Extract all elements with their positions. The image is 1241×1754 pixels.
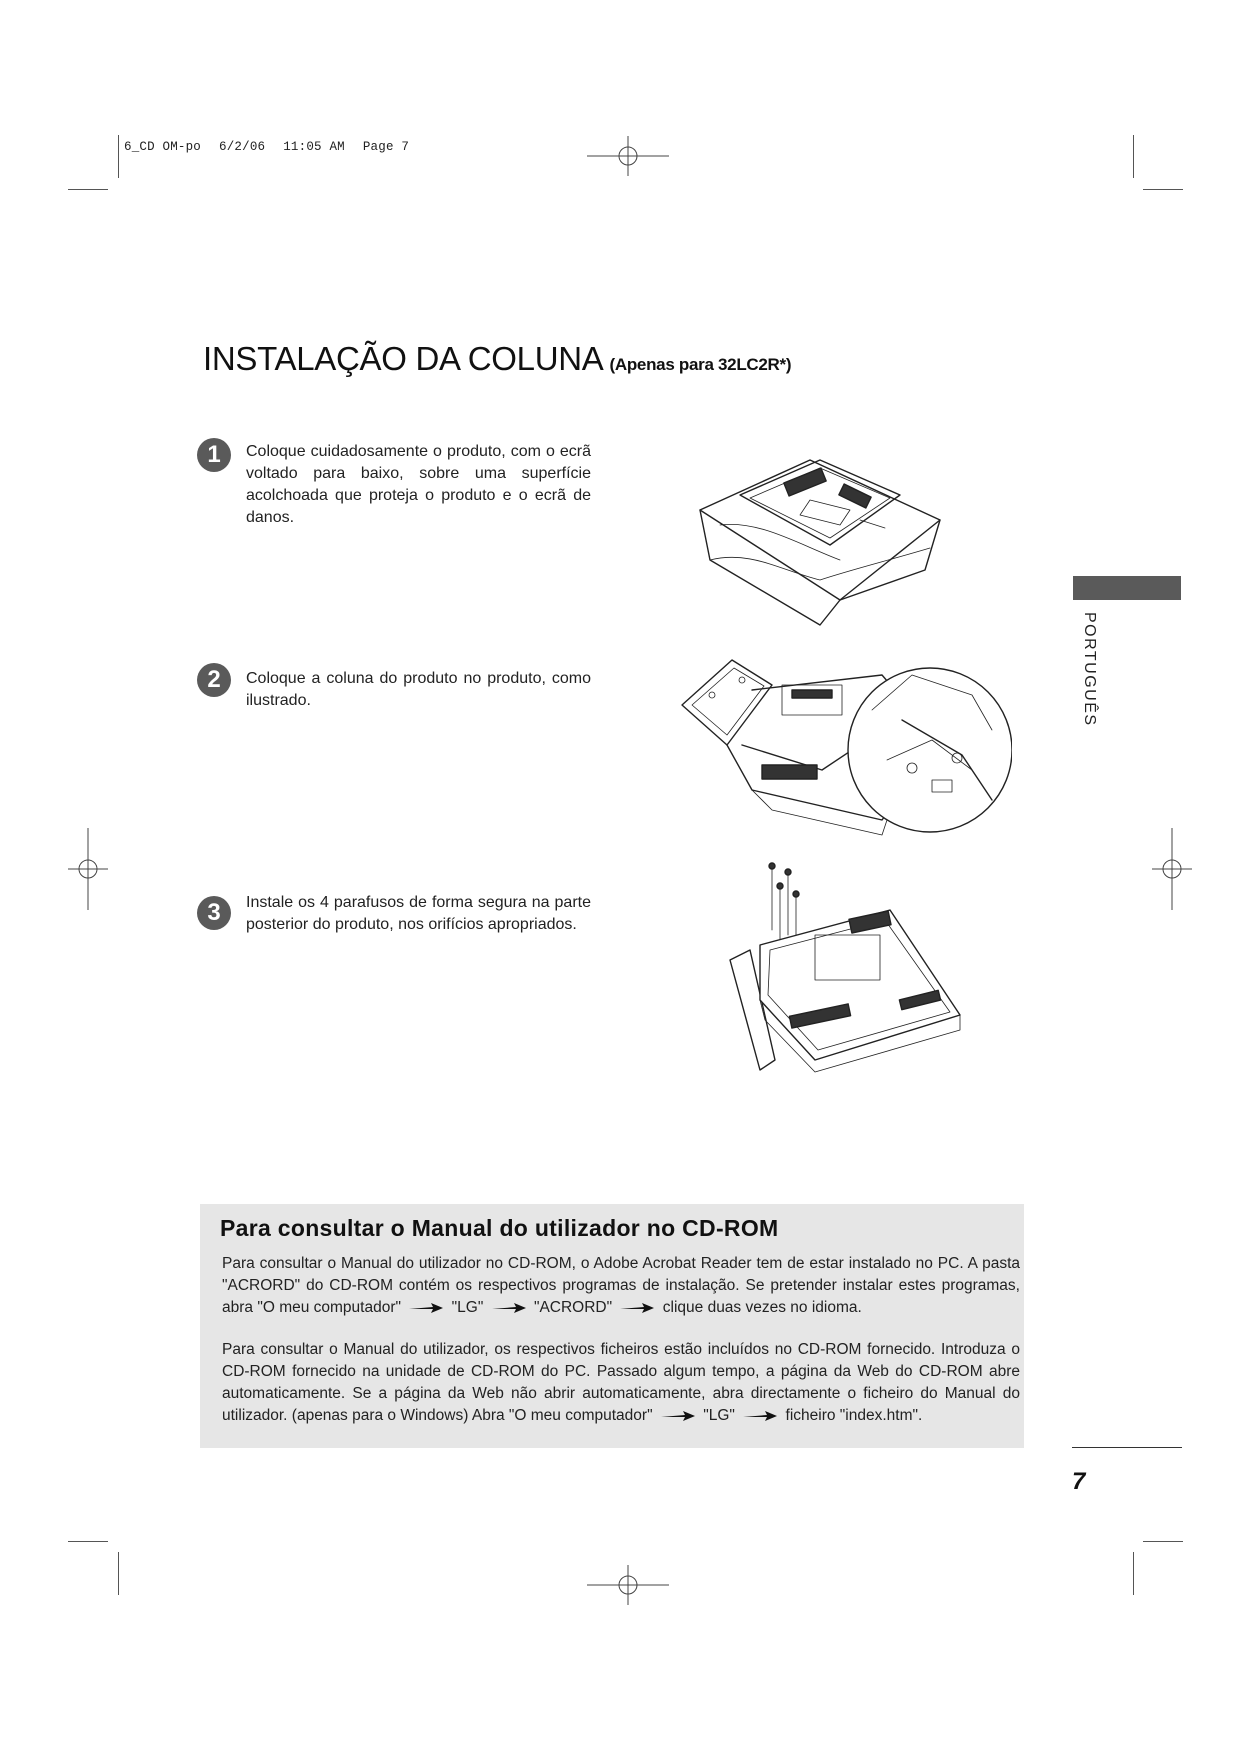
registration-mark-icon bbox=[587, 136, 669, 176]
crop-mark bbox=[1143, 1541, 1183, 1542]
p1-acrord: "ACRORD" bbox=[533, 1299, 613, 1316]
page-title bbox=[203, 340, 791, 378]
p1-intro: Para consultar o Manual do utilizador no CD-ROM, o Adobe Acrobat Reader tem de estar instalado no PC. A pasta "ACRORD" do CD-ROM contém os respectivos programas de instalação. Se pretender instalar estes programas, abra "O meu computador" bbox=[222, 1255, 1020, 1316]
crop-mark bbox=[1133, 1552, 1134, 1595]
arrow-right-icon bbox=[492, 1303, 526, 1313]
tv-face-down-illustration bbox=[690, 430, 950, 630]
cdrom-info-title: Para consultar o Manual do utilizador no CD-ROM bbox=[220, 1215, 779, 1241]
registration-mark-icon bbox=[587, 1565, 669, 1605]
step-3-text: Instale os 4 parafusos de forma segura na parte posterior do produto, nos orifícios apropriados. bbox=[246, 894, 591, 933]
p1-end: clique duas vezes no idioma. bbox=[662, 1299, 862, 1316]
arrow-right-icon bbox=[409, 1303, 443, 1313]
crop-mark bbox=[118, 1552, 119, 1595]
slug-file: 6_CD OM-po bbox=[124, 140, 202, 154]
language-tab-label: PORTUGUÊS bbox=[1081, 612, 1098, 727]
language-tab-bar bbox=[1073, 576, 1181, 600]
cdrom-info-paragraph-2 bbox=[222, 1339, 1020, 1427]
p2-end: ficheiro "index.htm". bbox=[785, 1407, 923, 1424]
page-number: 7 bbox=[1072, 1468, 1086, 1495]
step-1-text: Coloque cuidadosamente o produto, com o ecrã voltado para baixo, sobre uma superfície acolchoada que proteja o produto e o ecrã de danos. bbox=[246, 443, 591, 526]
slug-date: 6/2/06 bbox=[219, 140, 266, 154]
slug-page: Page 7 bbox=[362, 140, 410, 154]
p2-lg: "LG" bbox=[703, 1407, 735, 1424]
arrow-right-icon bbox=[743, 1411, 777, 1421]
crop-mark bbox=[1143, 189, 1183, 190]
step-2-badge: 2 bbox=[197, 663, 231, 697]
title-sub: (Apenas para 32LC2R*) bbox=[609, 355, 792, 374]
page-number-rule bbox=[1072, 1447, 1182, 1448]
step-3-badge: 3 bbox=[197, 896, 231, 930]
step-1-badge: 1 bbox=[197, 438, 231, 472]
title-main: INSTALAÇÃO DA COLUNA bbox=[203, 340, 604, 377]
step-2-text: Coloque a coluna do produto no produto, como ilustrado. bbox=[246, 670, 591, 709]
cdrom-info-paragraph-1 bbox=[222, 1253, 1020, 1319]
registration-mark-icon bbox=[1152, 828, 1192, 910]
p1-lg: "LG" bbox=[451, 1299, 484, 1316]
crop-mark bbox=[68, 189, 108, 190]
crop-mark bbox=[118, 135, 119, 178]
crop-mark bbox=[68, 1541, 108, 1542]
registration-mark-icon bbox=[68, 828, 108, 910]
screw-installation-illustration bbox=[720, 860, 970, 1080]
slug-time: 11:05 AM bbox=[283, 140, 345, 154]
arrow-right-icon bbox=[661, 1411, 695, 1421]
print-slug bbox=[124, 140, 409, 154]
p2-intro: Para consultar o Manual do utilizador, os respectivos ficheiros estão incluídos no CD-ROM fornecido. Introduza o CD-ROM fornecido na unidade de CD-ROM do PC. Passado algum tempo, a página da Web do CD-ROM abre automaticamente. Se a página da Web não abrir automaticamente, abra directamente o ficheiro do Manual do utilizador. (apenas para o Windows) Abra "O meu computador" bbox=[222, 1341, 1020, 1424]
stand-placement-illustration bbox=[672, 650, 1012, 840]
arrow-right-icon bbox=[620, 1303, 654, 1313]
crop-mark bbox=[1133, 135, 1134, 178]
